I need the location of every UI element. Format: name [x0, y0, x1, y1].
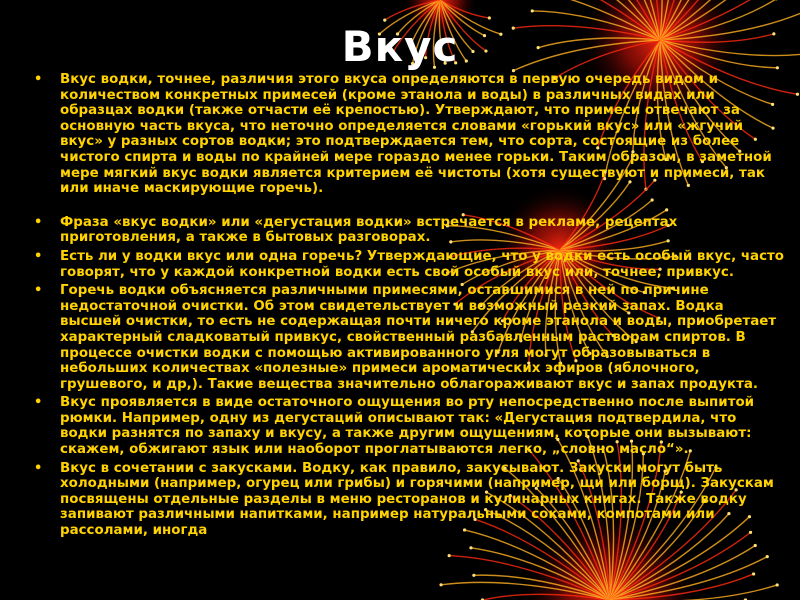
bullet-marker: • — [34, 395, 43, 411]
bullet-item-5 — [34, 395, 786, 457]
bullet-item-2 — [34, 215, 786, 246]
firework-burst-bottom-spark — [752, 572, 755, 575]
bullet-text: Вкус проявляется в виде остаточного ощущения во рту непосредственно после выпитой рюмки. Например, одну из дегустаций описывают так: «Дегустация подтвердила, что водки разнятся по запаху и вкусу, а также другим ощущениям, которые они вызывают: скажем, обжигают язык или наоборот проглатываются легко, „словно масло“». — [60, 395, 755, 458]
slide-title: Вкус — [341, 22, 459, 71]
bullet-marker: • — [34, 460, 43, 476]
firework-burst-bottom-spark — [448, 554, 451, 557]
firework-burst-bottom-spark — [766, 555, 769, 558]
bullet-list — [34, 72, 786, 542]
bullet-marker: • — [34, 72, 43, 87]
firework-burst-top-right-spark — [531, 9, 534, 12]
bullet-item-3 — [34, 249, 786, 280]
bullet-marker: • — [34, 248, 43, 264]
bullet-marker: • — [34, 214, 43, 230]
bullet-text: Фраза «вкус водки» или «дегустация водки» встречается в рекламе, рецептах приготовления, а также в бытовых разговорах. — [60, 214, 678, 246]
bullet-item-6 — [34, 461, 786, 539]
bullet-text: Вкус в сочетании с закусками. Водку, как правило, закусывают. Закуски могут быть холодными (например, огурец или грибы) и горячими (например, щи или борщ). Закускам посвящены отдельные разделы в меню ресторанов и кулинарных книгах. Также водку запивают различными напитками, например натуральными соками, компотами или рассолами, иногда — [60, 460, 774, 539]
firework-burst-bottom-spark — [472, 574, 475, 577]
firework-burst-bottom-spark — [754, 544, 757, 547]
bullet-item-1 — [34, 72, 786, 197]
firework-burst-bottom-spark — [776, 583, 779, 586]
bullet-text: Есть ли у водки вкус или одна горечь? Утверждающие, что у водки есть особый вкус, часто говорят, что у каждой конкретной водки есть свой особый вкус или, точнее, привкус. — [60, 248, 784, 280]
bullet-marker: • — [34, 283, 43, 299]
bullet-text: Горечь водки объясняется различными примесями, оставшимися в ней по причине недостаточной очистки. Об этом свидетельствует и возможный резкий запах. Водка высшей очистки, то есть не содержащая почти ничего кроме этанола и воды, приобретает характерный сладковатый привкус, свойственный разбавленным растворам спиртов. В процессе очистки водки с помощью активированного угля могут образовываться в небольших количествах «полезные» примеси ароматических эфиров (яблочного, грушевого, и др,). Такие вещества значительно облагораживают вкус и запах продукта. — [60, 283, 777, 392]
bullet-item-4 — [34, 283, 786, 392]
bullet-text: Вкус водки, точнее, различия этого вкуса определяются в первую очередь видом и количеством конкретных примесей (кроме этанола и воды) в различных видах или образцах водки (также отчасти её крепостью). Утверждают, что примеси отвечают за основную часть вкуса, что неточно определяется словами «горький вкус» или «жгучий вкус» у разных сортов водки; это подтверждается тем, что сорта, состоящие из более чистого спирта и воды по крайней мере гораздо менее горьки. Таким образом, в заметной мере мягкий вкус водки является критерием её чистоты (хотя существуют и примеси, так или иначе маскирующие горечь). — [60, 72, 772, 197]
firework-burst-top-right-spark — [796, 93, 799, 96]
firework-burst-bottom-spark — [439, 583, 442, 586]
firework-burst-top-spark — [488, 16, 491, 19]
firework-burst-bottom-spark — [469, 546, 472, 549]
